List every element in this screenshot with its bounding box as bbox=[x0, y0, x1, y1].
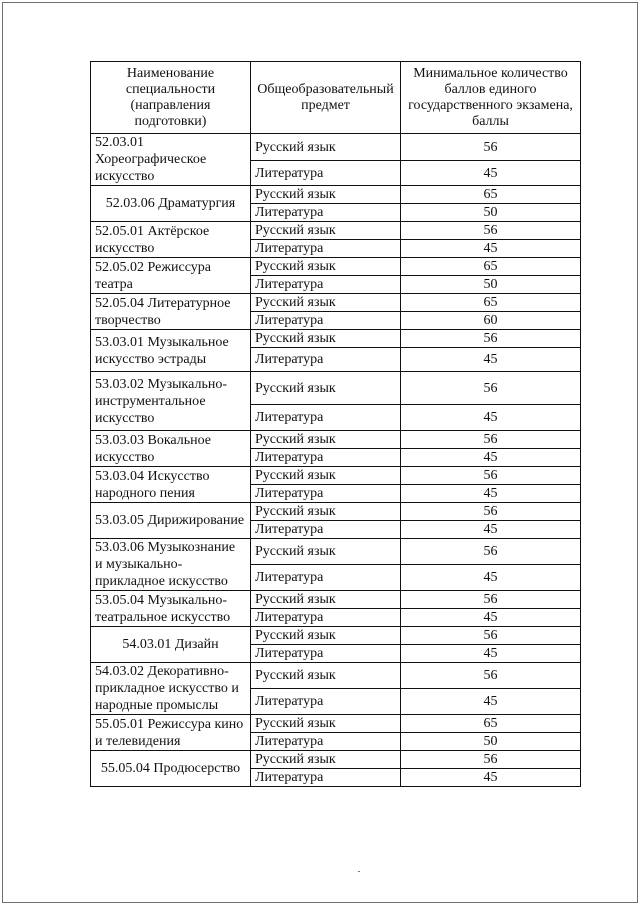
score-cell: 56 bbox=[401, 751, 581, 769]
subject-cell: Литература bbox=[251, 609, 401, 627]
subject-cell: Литература bbox=[251, 240, 401, 258]
subject-cell: Литература bbox=[251, 276, 401, 294]
score-cell: 50 bbox=[401, 204, 581, 222]
subject-cell: Русский язык bbox=[251, 294, 401, 312]
subject-cell: Русский язык bbox=[251, 431, 401, 449]
subject-cell: Русский язык bbox=[251, 751, 401, 769]
subject-cell: Литература bbox=[251, 521, 401, 539]
table-row bbox=[91, 431, 581, 449]
score-cell: 45 bbox=[401, 485, 581, 503]
subject-cell: Русский язык bbox=[251, 330, 401, 348]
score-cell: 45 bbox=[401, 449, 581, 467]
score-cell: 45 bbox=[401, 689, 581, 715]
score-cell: 45 bbox=[401, 769, 581, 787]
table-row bbox=[91, 467, 581, 485]
subject-cell: Литература bbox=[251, 405, 401, 431]
score-cell: 56 bbox=[401, 467, 581, 485]
exam-scores-table bbox=[90, 61, 581, 787]
score-cell: 56 bbox=[401, 591, 581, 609]
subject-cell: Русский язык bbox=[251, 715, 401, 733]
score-cell: 45 bbox=[401, 521, 581, 539]
table-row bbox=[91, 330, 581, 348]
specialty-cell: 52.05.04 Литературное творчество bbox=[91, 294, 251, 330]
subject-cell: Литература bbox=[251, 312, 401, 330]
subject-cell: Литература bbox=[251, 485, 401, 503]
table-row bbox=[91, 627, 581, 645]
table-row bbox=[91, 715, 581, 733]
score-cell: 45 bbox=[401, 240, 581, 258]
table-row bbox=[91, 222, 581, 240]
subject-cell: Русский язык bbox=[251, 627, 401, 645]
specialty-cell: 53.05.04 Музыкально-театральное искусство bbox=[91, 591, 251, 627]
subject-cell: Литература bbox=[251, 348, 401, 372]
score-cell: 65 bbox=[401, 715, 581, 733]
subject-cell: Русский язык bbox=[251, 467, 401, 485]
score-cell: 56 bbox=[401, 431, 581, 449]
specialty-cell: 52.05.01 Актёрское искусство bbox=[91, 222, 251, 258]
subject-cell: Литература bbox=[251, 733, 401, 751]
score-cell: 60 bbox=[401, 312, 581, 330]
score-cell: 56 bbox=[401, 663, 581, 689]
table-body bbox=[91, 134, 581, 787]
subject-cell: Русский язык bbox=[251, 372, 401, 405]
subject-cell: Русский язык bbox=[251, 503, 401, 521]
subject-cell: Литература bbox=[251, 449, 401, 467]
score-cell: 56 bbox=[401, 627, 581, 645]
specialty-cell: 55.05.01 Режиссура кино и телевидения bbox=[91, 715, 251, 751]
table-header-row bbox=[91, 62, 581, 134]
header-min-score: Минимальное количество баллов единого государственного экзамена, баллы bbox=[401, 62, 581, 134]
header-specialty: Наименование специальности (направления подготовки) bbox=[91, 62, 251, 134]
specialty-cell: 54.03.02 Декоративно-прикладное искусство и народные промыслы bbox=[91, 663, 251, 715]
subject-cell: Литература bbox=[251, 565, 401, 591]
subject-cell: Русский язык bbox=[251, 186, 401, 204]
score-cell: 56 bbox=[401, 330, 581, 348]
score-cell: 45 bbox=[401, 645, 581, 663]
subject-cell: Русский язык bbox=[251, 258, 401, 276]
subject-cell: Литература bbox=[251, 204, 401, 222]
score-cell: 56 bbox=[401, 503, 581, 521]
score-cell: 45 bbox=[401, 565, 581, 591]
subject-cell: Русский язык bbox=[251, 591, 401, 609]
score-cell: 56 bbox=[401, 372, 581, 405]
specialty-cell: 54.03.01 Дизайн bbox=[91, 627, 251, 663]
table-row bbox=[91, 503, 581, 521]
specialty-cell: 52.03.01 Хореографическое искусство bbox=[91, 134, 251, 186]
specialty-cell: 53.03.01 Музыкальное искусство эстрады bbox=[91, 330, 251, 372]
specialty-cell: 53.03.04 Искусство народного пения bbox=[91, 467, 251, 503]
score-cell: 50 bbox=[401, 733, 581, 751]
subject-cell: Русский язык bbox=[251, 222, 401, 240]
subject-cell: Литература bbox=[251, 645, 401, 663]
score-cell: 45 bbox=[401, 609, 581, 627]
subject-cell: Литература bbox=[251, 689, 401, 715]
specialty-cell: 53.03.06 Музыкознание и музыкально-прикладное искусство bbox=[91, 539, 251, 591]
score-cell: 50 bbox=[401, 276, 581, 294]
score-cell: 56 bbox=[401, 539, 581, 565]
table-row bbox=[91, 186, 581, 204]
table-row bbox=[91, 372, 581, 405]
header-subject: Общеобразовательный предмет bbox=[251, 62, 401, 134]
score-cell: 45 bbox=[401, 405, 581, 431]
specialty-cell: 52.03.06 Драматургия bbox=[91, 186, 251, 222]
subject-cell: Русский язык bbox=[251, 663, 401, 689]
specialty-cell: 53.03.03 Вокальное искусство bbox=[91, 431, 251, 467]
specialty-cell: 52.05.02 Режиссура театра bbox=[91, 258, 251, 294]
score-cell: 45 bbox=[401, 161, 581, 186]
score-cell: 65 bbox=[401, 294, 581, 312]
subject-cell: Литература bbox=[251, 769, 401, 787]
table-row bbox=[91, 539, 581, 565]
subject-cell: Русский язык bbox=[251, 134, 401, 161]
score-cell: 65 bbox=[401, 258, 581, 276]
subject-cell: Литература bbox=[251, 161, 401, 186]
table-row bbox=[91, 663, 581, 689]
table-row bbox=[91, 134, 581, 161]
score-cell: 45 bbox=[401, 348, 581, 372]
table-row bbox=[91, 294, 581, 312]
score-cell: 56 bbox=[401, 134, 581, 161]
table-row bbox=[91, 591, 581, 609]
specialty-cell: 53.03.05 Дирижирование bbox=[91, 503, 251, 539]
specialty-cell: 55.05.04 Продюсерство bbox=[91, 751, 251, 787]
table-row bbox=[91, 258, 581, 276]
score-cell: 65 bbox=[401, 186, 581, 204]
subject-cell: Русский язык bbox=[251, 539, 401, 565]
score-cell: 56 bbox=[401, 222, 581, 240]
page-mark bbox=[358, 871, 360, 872]
specialty-cell: 53.03.02 Музыкально-инструментальное искусство bbox=[91, 372, 251, 431]
table-row bbox=[91, 751, 581, 769]
